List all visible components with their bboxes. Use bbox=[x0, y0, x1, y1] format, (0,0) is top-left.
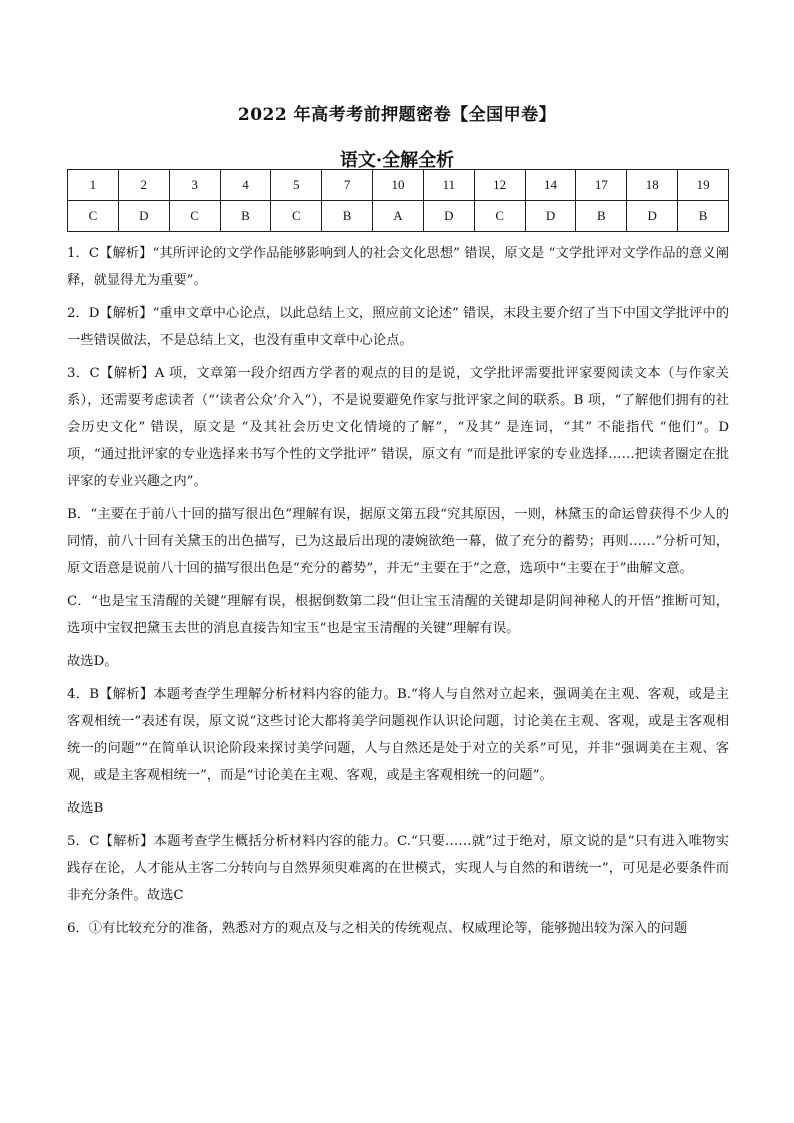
question-number-cell: 12 bbox=[474, 170, 525, 201]
analysis-paragraph: C．“也是宝玉清醒的关键”理解有误，根据倒数第二段“但让宝玉清醒的关键却是阴间神秘人的开悟”推断可知，选项中宝钗把黛玉去世的消息直接告知宝玉“也是宝玉清醒的关键”理解有误。 bbox=[67, 594, 729, 636]
analysis-paragraph: 3．C【解析】A 项，文章第一段介绍西方学者的观点的目的是说，文学批评需要批评家要阅读文本（与作家关系），还需要考虑读者（“‘读者公众’介入”），不是说要避免作家与批评家之间的联系。B 项，“了解他们拥有的社会历史文化” 错误，原文是 “及其社会历史文化情境的了解”，“及其” 是连词，“其” 不能指代 “他们”。D 项，“通过批评家的专业选择来书写个性的文学批评” 错误，原文有 “而是批评家的专业选择……把读者圈定在批评家的专业兴趣之内”。 bbox=[67, 366, 729, 489]
page-subtitle: 语文·全解全析 bbox=[339, 150, 455, 171]
answer-cell: D bbox=[118, 201, 169, 232]
answer-cell: C bbox=[68, 201, 119, 232]
analysis-body bbox=[67, 240, 729, 948]
question-number-row bbox=[68, 170, 729, 201]
analysis-paragraph: 故选D。 bbox=[67, 654, 118, 669]
analysis-paragraph: 2．D【解析】“重申文章中心论点，以此总结上文，照应前文论述” 错误，末段主要介绍了当下中国文学批评中的一些错误做法，不是总结上文，也没有重申文章中心论点。 bbox=[67, 306, 729, 348]
answer-cell: B bbox=[220, 201, 271, 232]
question-number-cell: 18 bbox=[627, 170, 678, 201]
answer-row bbox=[68, 201, 729, 232]
answer-cell: D bbox=[525, 201, 576, 232]
question-number-cell: 14 bbox=[525, 170, 576, 201]
answer-table bbox=[67, 169, 729, 232]
question-number-cell: 7 bbox=[322, 170, 373, 201]
answer-cell: D bbox=[423, 201, 474, 232]
question-number-cell: 2 bbox=[118, 170, 169, 201]
analysis-paragraph: 6．①有比较充分的准备，熟悉对方的观点及与之相关的传统观点、权威理论等，能够抛出较为深入的问题 bbox=[67, 921, 688, 936]
answer-cell: B bbox=[576, 201, 627, 232]
answer-cell: C bbox=[271, 201, 322, 232]
answer-cell: D bbox=[627, 201, 678, 232]
answer-cell: C bbox=[474, 201, 525, 232]
analysis-paragraph: 5．C【解析】本题考查学生概括分析材料内容的能力。C.“只要……就”过于绝对，原文说的是“只有进入唯物实践存在论，人才能从主客二分转向与自然界须臾难离的在世模式，实现人与自然的和谐统一”，可见是必要条件而非充分条件。故选C bbox=[67, 834, 729, 903]
question-number-cell: 17 bbox=[576, 170, 627, 201]
answer-cell: B bbox=[678, 201, 729, 232]
question-number-cell: 4 bbox=[220, 170, 271, 201]
page-title: 2022 年高考考前押题密卷【全国甲卷】 bbox=[237, 105, 557, 125]
analysis-paragraph: 4．B【解析】本题考查学生理解分析材料内容的能力。B.“将人与自然对立起来，强调美在主观、客观，或是主客观相统一”表述有误，原文说“这些讨论大都将美学问题视作认识论问题，讨论美在主观、客观，或是主客观相统一的问题”“在简单认识论阶段来探讨美学问题，人与自然还是处于对立的关系”可见，并非“强调美在主观、客观，或是主客观相统一”，而是“讨论美在主观、客观，或是主客观相统一的问题”。 bbox=[67, 687, 729, 783]
question-number-cell: 10 bbox=[373, 170, 424, 201]
answer-cell: A bbox=[373, 201, 424, 232]
question-number-cell: 5 bbox=[271, 170, 322, 201]
question-number-cell: 1 bbox=[68, 170, 119, 201]
answer-cell: B bbox=[322, 201, 373, 232]
question-number-cell: 11 bbox=[423, 170, 474, 201]
answer-cell: C bbox=[169, 201, 220, 232]
analysis-paragraph: B．“主要在于前八十回的描写很出色”理解有误，据原文第五段“究其原因，一则，林黛玉的命运曾获得不少人的同情，前八十回有关黛玉的出色描写，已为这最后出现的凄婉欲绝一幕，做了充分的蓄势；再则……”分析可知，原文语意是说前八十回的描写很出色是“充分的蓄势”，并无“主要在于”之意，选项中“主要在于”曲解文意。 bbox=[67, 507, 729, 576]
question-number-cell: 3 bbox=[169, 170, 220, 201]
analysis-paragraph: 1．C【解析】“其所评论的文学作品能够影响到人的社会文化思想” 错误，原文是 “文学批评对文学作品的意义阐释，就显得尤为重要”。 bbox=[67, 246, 729, 288]
analysis-paragraph: 故选B bbox=[67, 801, 104, 816]
question-number-cell: 19 bbox=[678, 170, 729, 201]
